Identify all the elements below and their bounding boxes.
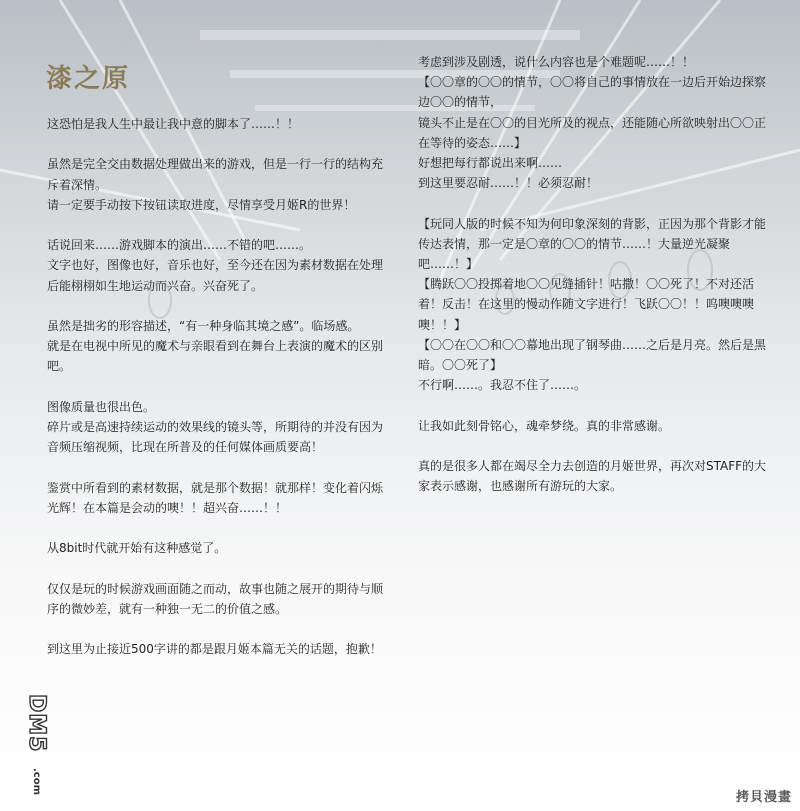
page-title: 漆之原 (46, 64, 131, 94)
paragraph: 好想把每行都说出来啊…… (418, 156, 563, 171)
paragraph: 请一定要手动按下按钮读取进度，尽情享受月姬R的世界！ (47, 197, 356, 212)
paragraph: 不行啊……。我忍不住了……。 (418, 378, 587, 393)
paragraph: 碎片或是高速持续运动的效果线的镜头等，所期待的并没有因为音频压缩视频，比现在所普及的任何媒体画质要高！ (47, 419, 384, 455)
paragraph: 到这里要忍耐……！！必须忍耐！ (418, 176, 599, 191)
paragraph: 虽然是拙劣的形容描述，“有一种身临其境之感”。临场感。 (47, 318, 360, 333)
paragraph: 【玩同人版的时候不知为何印象深刻的背影，正因为那个背影才能传达表情，那一定是〇章的〇〇的情节……！大量逆光凝聚吧……！】 (418, 216, 767, 272)
left-column (47, 114, 385, 659)
paragraph: 考虑到涉及剧透，说什么内容也是个难题呢……！！ (418, 55, 695, 69)
paragraph: 真的是很多人都在竭尽全力去创造的月姬世界，再次对STAFF的大家表示感谢，也感谢所有游玩的大家。 (418, 459, 767, 494)
paragraph: 从8bit时代就开始有这种感觉了。 (47, 541, 227, 556)
paragraph: 鉴赏中所看到的素材数据，就是那个数据！就那样！变化着闪烁光辉！在本篇是会动的噢！！超兴奋……！！ (47, 480, 384, 515)
right-column (418, 52, 772, 496)
site-logo (8, 690, 49, 802)
paragraph: 让我如此刻骨铭心，魂牵梦绕。真的非常感谢。 (418, 418, 671, 433)
paragraph: 图像质量也很出色。 (47, 399, 156, 414)
paragraph: 就是在电视中所见的魔术与亲眼看到在舞台上表演的魔术的区别吧。 (47, 339, 384, 374)
paragraph: 文字也好，图像也好，音乐也好，至今还在因为素材数据在处理后能栩栩如生地运动而兴奋。兴奋死了。 (47, 258, 384, 293)
paragraph: 【腾跃〇〇投掷着地〇〇见缝插针！咕撒！〇〇死了！不对还活着！反击！在这里的慢动作随文字进行！飞跃〇〇！！呜噢噢噢噢！！】 (418, 277, 755, 332)
paragraph: 话说回来……游戏脚本的演出……不错的吧……。 (47, 238, 312, 253)
paragraph: 仅仅是玩的时候游戏画面随之而动，故事也随之展开的期待与顺序的微妙差，就有一种独一无二的价值之感。 (47, 581, 384, 616)
paragraph: 这恐怕是我人生中最让我中意的脚本了……！！ (47, 117, 300, 131)
svg-text:DM5: DM5 (24, 694, 49, 753)
paragraph: 镜头不止是在〇〇的目光所及的视点，还能随心所欲映射出〇〇正在等待的姿态……】 (418, 115, 767, 150)
paragraph: 虽然是完全交由数据处理做出来的游戏，但是一行一行的结构充斥着深情。 (47, 157, 384, 192)
paragraph: 【〇〇在〇〇和〇〇幕地出现了钢琴曲……之后是月亮。然后是黑暗。〇〇死了】 (418, 337, 767, 373)
watermark-text: 拷貝漫畫 (735, 790, 792, 805)
paragraph: 【〇〇章的〇〇的情节，〇〇将自己的事情放在一边后开始边探察边〇〇的情节， (418, 75, 767, 110)
svg-text:.com: .com (31, 768, 42, 796)
paragraph: 到这里为止接近500字讲的都是跟月姬本篇无关的话题，抱歉！ (47, 642, 382, 657)
